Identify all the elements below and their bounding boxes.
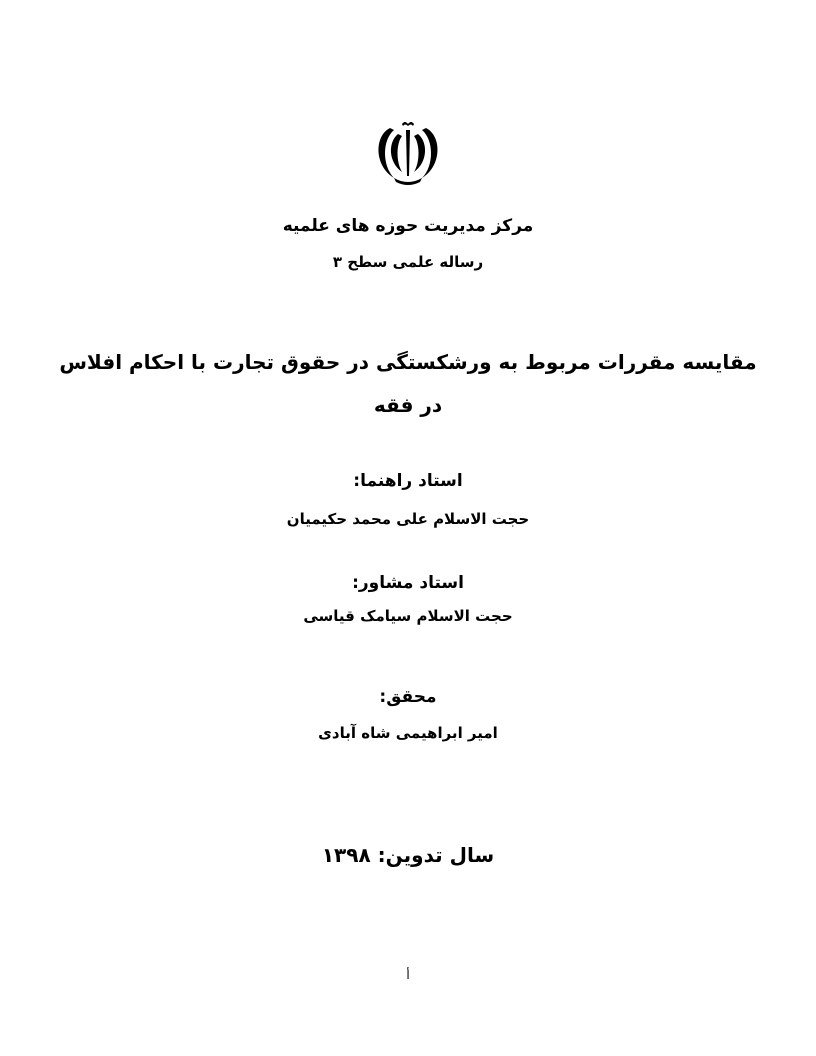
organization-heading: مرکز مدیریت حوزه های علمیه [282, 216, 534, 236]
researcher-name: امیر ابراهیمی شاه آبادی [318, 724, 498, 742]
thesis-title-line1: مقایسه مقررات مربوط به ورشکستگی در حقوق تجارت با احکام افلاس [59, 350, 757, 374]
iran-emblem-icon [372, 120, 444, 186]
thesis-level: رساله علمی سطح ۳ [332, 253, 484, 271]
researcher-label: محقق: [379, 687, 437, 707]
compilation-year: سال تدوین: ۱۳۹۸ [321, 843, 495, 867]
supervisor-name: حجت الاسلام علی محمد حکیمیان [286, 510, 530, 528]
thesis-title-line2: در فقه [373, 393, 443, 417]
advisor-label: استاد مشاور: [352, 573, 464, 593]
page-number: أ [406, 968, 410, 982]
advisor-name: حجت الاسلام سیامک قیاسی [303, 607, 513, 625]
supervisor-label: استاد راهنما: [353, 471, 463, 491]
